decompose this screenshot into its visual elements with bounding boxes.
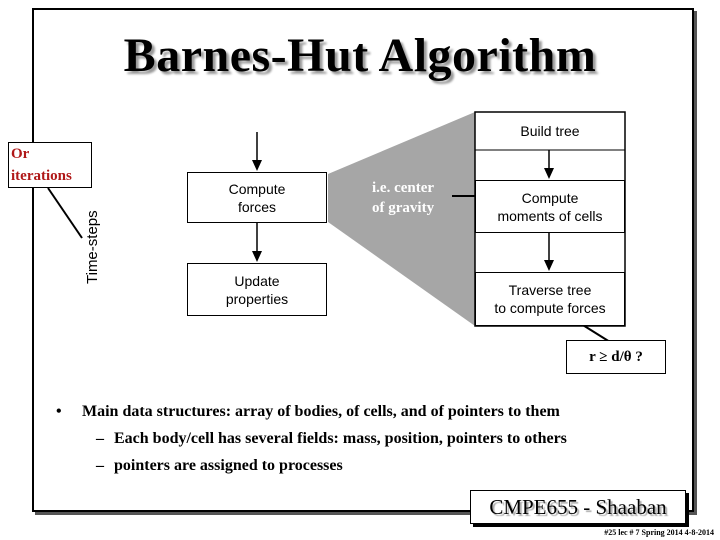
compute-forces-box [187, 172, 327, 223]
opening-criterion-formula: r ≥ d/θ ? [566, 340, 666, 374]
iterations-callout [8, 142, 92, 188]
compute-moments-line-2: moments of cells [497, 207, 603, 224]
slide-title: Barnes-Hut Algorithm [123, 29, 597, 82]
build-tree-box [475, 112, 625, 150]
gravity-line-1: i.e. center [372, 180, 435, 196]
update-properties-box [187, 263, 327, 316]
center-of-gravity-note [372, 178, 434, 218]
gravity-line-2: of gravity [372, 200, 435, 216]
callout-line-1: Or [11, 146, 30, 162]
traverse-tree-line-1: Traverse tree [508, 282, 592, 298]
time-steps-label: Time-steps [84, 210, 101, 284]
bullet-main-text: Main data structures: array of bodies, of cells, and of pointers to them [82, 403, 560, 420]
compute-forces-line-2: forces [237, 198, 277, 215]
update-properties-line-1: Update [234, 272, 280, 289]
arrow-into-update [252, 251, 262, 262]
course-badge: CMPE655 - Shaaban [470, 490, 686, 524]
zoom-funnel [328, 112, 475, 326]
callout-connector [48, 188, 82, 238]
compute-moments-box [475, 180, 625, 233]
build-tree-label: Build tree [520, 123, 580, 139]
dash-marker: – [96, 430, 104, 447]
arrow-into-compute [252, 160, 262, 171]
bullet-sub-2-text: pointers are assigned to processes [114, 457, 343, 474]
footer-note: #25 lec # 7 Spring 2014 4-8-2014 [604, 528, 714, 537]
bullet-sub-1-text: Each body/cell has several fields: mass, position, pointers to others [114, 430, 567, 447]
compute-moments-line-1: Compute [521, 189, 579, 206]
traverse-tree-line-2: to compute forces [494, 300, 606, 316]
compute-forces-line-1: Compute [228, 180, 286, 197]
bullet-marker: • [56, 403, 62, 420]
traverse-tree-box [475, 272, 625, 326]
callout-line-2: iterations [11, 168, 72, 184]
dash-marker: – [96, 457, 104, 474]
update-properties-line-2: properties [225, 290, 289, 307]
